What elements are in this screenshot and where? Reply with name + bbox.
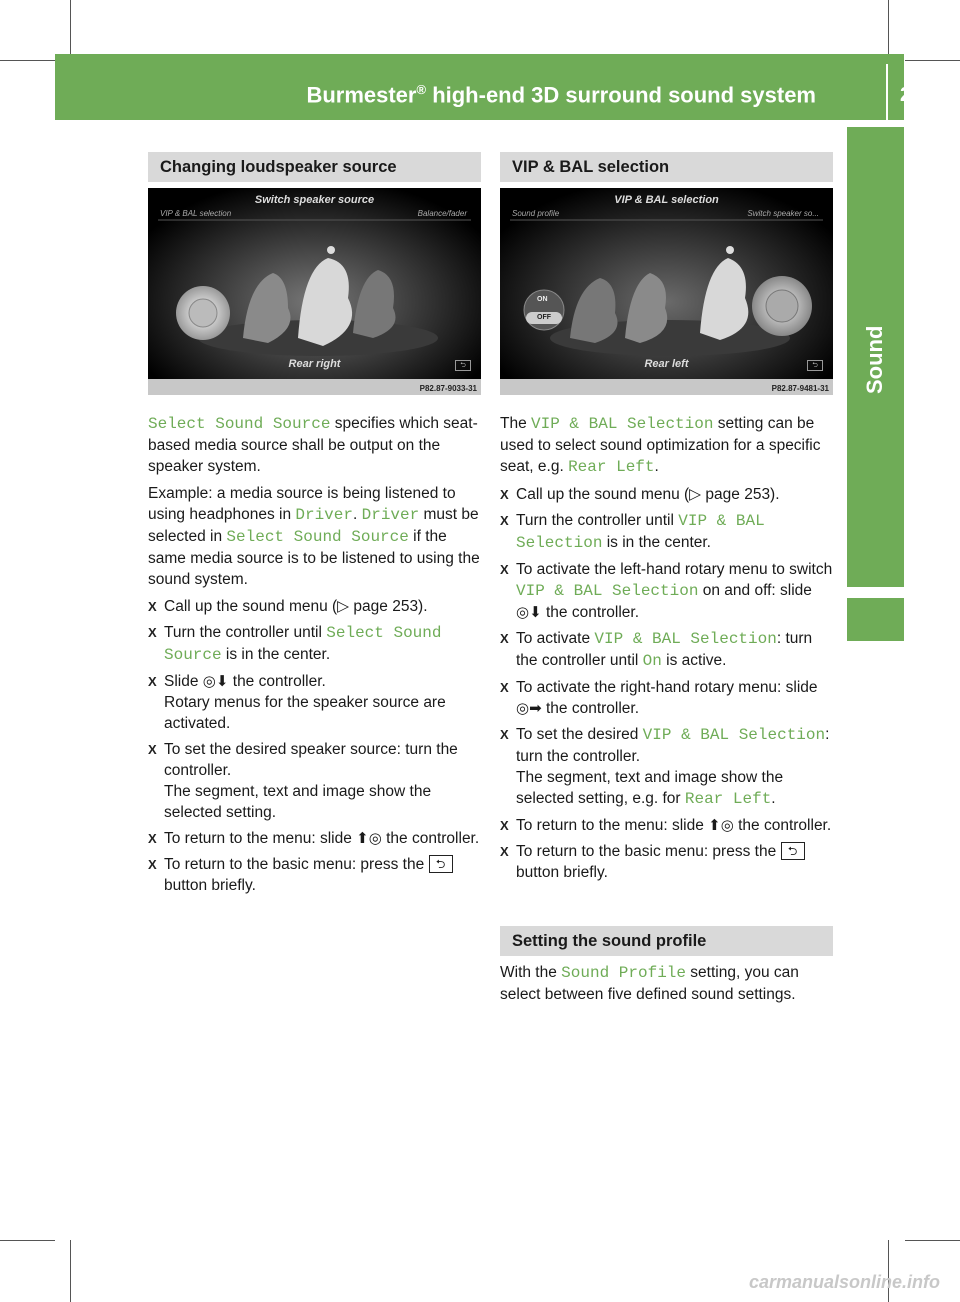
screen-left-label: Sound profile xyxy=(512,209,560,218)
chapter-tab-label: Sound xyxy=(862,325,887,395)
crop-mark xyxy=(0,60,55,61)
left-column xyxy=(148,152,481,901)
controller-slide-icon: ◎➡ xyxy=(516,700,542,717)
controller-slide-icon: ⬆◎ xyxy=(708,817,734,834)
screen-bottom-label: Rear right xyxy=(288,358,341,370)
paragraph: Select Sound Source specifies which seat-based media source shall be output on the speaker system. xyxy=(148,415,478,475)
section-heading: Setting the sound profile xyxy=(500,926,833,956)
back-button-icon: ⮌ xyxy=(781,842,805,860)
screen-bottom-label: Rear left xyxy=(644,358,689,370)
section-heading: VIP & BAL selection xyxy=(500,152,833,182)
screen-left-label: VIP & BAL selection xyxy=(160,209,232,218)
off-label: OFF xyxy=(537,314,551,321)
screen-photo xyxy=(148,188,481,395)
crop-mark xyxy=(70,0,71,60)
instruction-step: X To return to the menu: slide ⬆◎ the controller. xyxy=(500,815,833,836)
photo-code: P82.87-9033-31 xyxy=(419,384,477,393)
instruction-step: X To set the desired speaker source: turn the controller. The segment, text and image show the selected setting. xyxy=(148,739,481,823)
watermark: carmanualsonline.info xyxy=(748,1272,940,1292)
screen-title: Switch speaker source xyxy=(254,194,375,206)
header-title: Burmester® high-end 3D surround sound system xyxy=(306,82,816,108)
instruction-step: X To return to the basic menu: press the ⮌ button briefly. xyxy=(500,841,833,883)
crop-mark xyxy=(905,60,960,61)
instruction-step: X To return to the menu: slide ⬆◎ the controller. xyxy=(148,828,481,849)
controller-slide-icon: ⬆◎ xyxy=(356,830,382,847)
instruction-step: X Turn the controller until Select Sound Source is in the center. xyxy=(148,622,481,666)
crop-mark xyxy=(905,1240,960,1241)
instruction-step: X To activate the left-hand rotary menu to switch VIP & BAL Selection on and off: slide ◎⬇ the controller. xyxy=(500,559,833,623)
instruction-step: X Call up the sound menu (▷ page 253). xyxy=(500,484,833,505)
chapter-tab-marker xyxy=(847,598,904,641)
paragraph: The VIP & BAL Selection setting can be used to select sound optimization for a specific seat, e.g. Rear Left. xyxy=(500,415,821,476)
instruction-step: X To activate the right-hand rotary menu: slide ◎➡ the controller. xyxy=(500,677,833,719)
paragraph: With the Sound Profile setting, you can select between five defined sound settings. xyxy=(500,964,799,1003)
screen-title: VIP & BAL selection xyxy=(614,194,719,206)
back-icon: ⮌ xyxy=(807,360,823,371)
section-heading: Changing loudspeaker source xyxy=(148,152,481,182)
screen-right-label: Balance/fader xyxy=(417,209,467,218)
instruction-step: X Turn the controller until VIP & BAL Selection is in the center. xyxy=(500,510,833,554)
back-button-icon: ⮌ xyxy=(429,855,453,873)
page-number: 255 xyxy=(900,84,934,106)
screen-photo xyxy=(500,188,833,395)
instruction-step: X Call up the sound menu (▷ page 253). xyxy=(148,596,481,617)
page-header xyxy=(55,54,934,120)
on-label: ON xyxy=(537,296,548,303)
paragraph: Example: a media source is being listened to using headphones in Driver. Driver must be selected in Select Sound Source if the same media source is to be listened to using the sound system. xyxy=(148,485,480,588)
instruction-step: X To set the desired VIP & BAL Selection: turn the controller. The segment, text and image show the selected setting, e.g. for Rear Left. xyxy=(500,724,833,810)
crop-mark xyxy=(0,1240,55,1241)
controller-slide-icon: ◎⬇ xyxy=(516,604,542,621)
instruction-step: X To activate VIP & BAL Selection: turn the controller until On is active. xyxy=(500,628,833,672)
crop-mark xyxy=(888,0,889,60)
header-divider xyxy=(886,64,888,120)
controller-slide-icon: ◎⬇ xyxy=(202,673,229,690)
instruction-step: X Slide ◎⬇ the controller. Rotary menus for the speaker source are activated. xyxy=(148,671,481,734)
right-column xyxy=(500,152,833,1011)
photo-code: P82.87-9481-31 xyxy=(771,384,829,393)
instruction-step: X To return to the basic menu: press the ⮌ button briefly. xyxy=(148,854,481,896)
crop-mark xyxy=(70,1240,71,1302)
back-icon: ⮌ xyxy=(455,360,471,371)
screen-right-label: Switch speaker so... xyxy=(747,209,819,218)
